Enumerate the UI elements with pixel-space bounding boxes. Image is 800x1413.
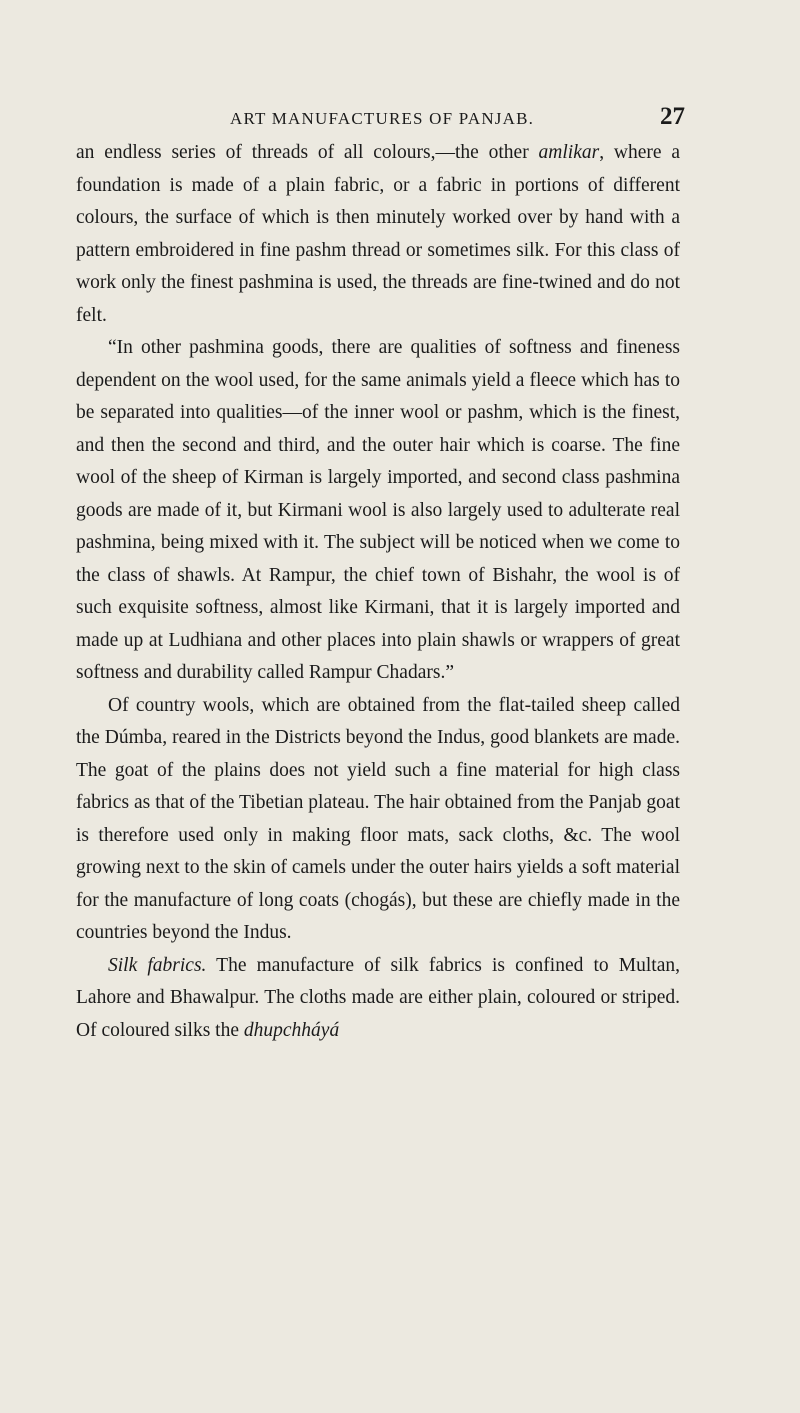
paragraph-1 (76, 137, 680, 332)
page-number: 27 (660, 103, 685, 130)
term-dhupchhaya: dhupchháyá (243, 1019, 340, 1041)
section-heading-silk-fabrics: Silk fabrics. (108, 954, 207, 976)
paragraph-4-rest: The manufacture of silk fabrics is confined to Multan, Lahore and Bhawalpur. The cloths made are either plain, coloured or striped. Of coloured silks the (76, 954, 680, 1041)
paragraph-1-rest: , where a foundation is made of a plain fabric, or a fabric in portions of different colours, the surface of which is then minutely worked over by hand with a pattern embroidered in fine pashm thread or sometimes silk. For this class of work only the finest pashmina is used, the threads are fine-twined and do not felt. (76, 142, 681, 326)
page-header (230, 103, 685, 137)
paragraph-2: “In other pashmina goods, there are qualities of softness and fineness dependent on the wool used, for the same animals yield a fleece which has to be separated into qualities—of the inner wool or pashm, which is the finest, and then the second and third, and the outer hair which is coarse. The fine wool of the sheep of Kirman is largely imported, and second class pashmina goods are made of it, but Kirmani wool is also largely used to adulterate real pashmina, being mixed with it. The subject will be noticed when we come to the class of shawls. At Rampur, the chief town of Bishahr, the wool is of such exquisite softness, almost like Kirmani, that it is largely imported and made up at Ludhiana and other places into plain shawls or wrappers of great softness and durability called Rampur Chadars.” (76, 337, 680, 683)
paragraph-1-prefix: an endless series of threads of all colours,—the other (76, 142, 539, 163)
paragraph-4 (76, 950, 680, 1048)
running-title: ART MANUFACTURES OF PANJAB. (230, 109, 535, 128)
body-text (76, 137, 680, 1047)
paragraph-3: Of country wools, which are obtained from the flat-tailed sheep called the Dúmba, reared in the Districts beyond the Indus, good blankets are made. The goat of the plains does not yield such a fine material for high class fabrics as that of the Tibetian plateau. The hair obtained from the Panjab goat is therefore used only in making floor mats, sack cloths, &c. The wool growing next to the skin of camels under the outer hairs yields a soft material for the manufacture of long coats (chogás), but these are chiefly made in the countries beyond the Indus. (76, 694, 680, 943)
term-amlikar: amlikar (538, 142, 600, 163)
